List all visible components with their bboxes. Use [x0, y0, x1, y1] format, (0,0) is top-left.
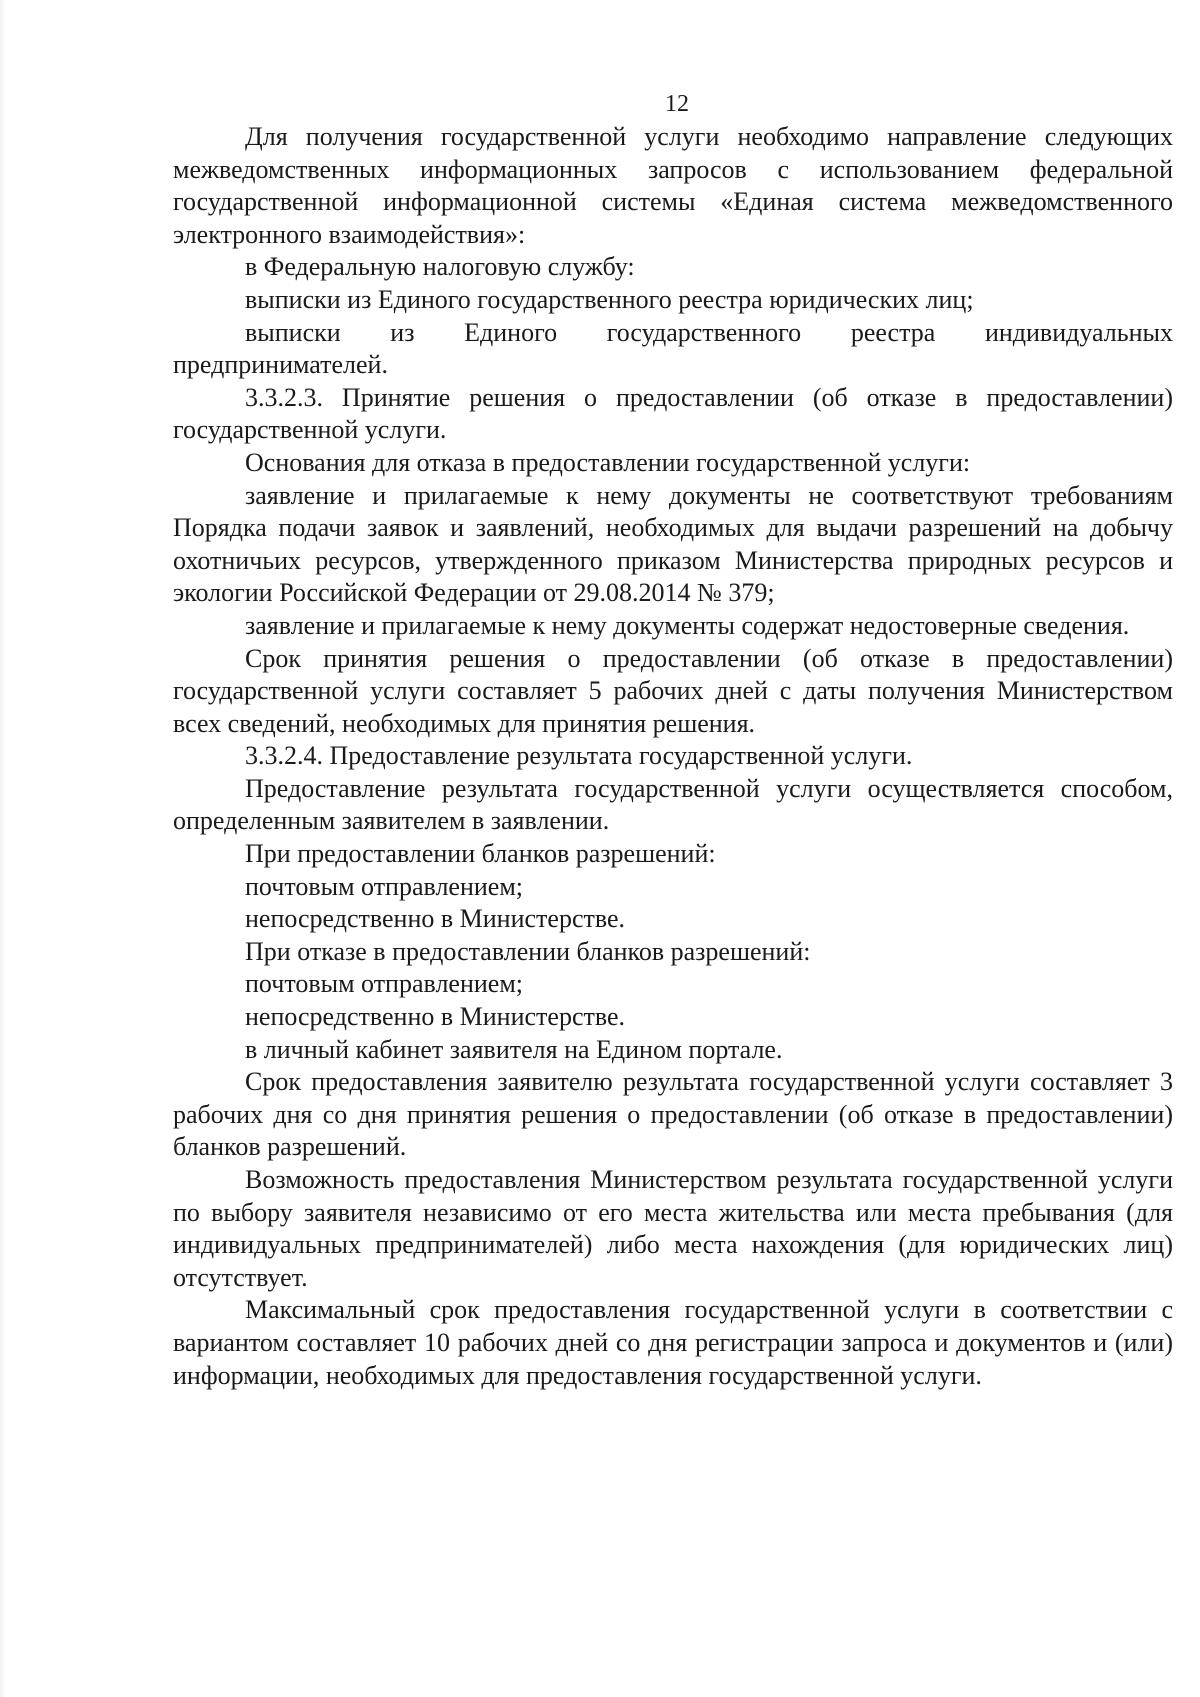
- paragraph-result-method: Предоставление результата государственной услуги осуществляется способом, определенным заявителем в заявлении.: [173, 773, 1173, 836]
- paragraph-tax-service: в Федеральную налоговую службу:: [245, 252, 635, 282]
- paragraph-interagency-requests: Для получения государственной услуги необходимо направление следующих межведомственных информационных запросов с использованием федеральной государственной информационной системы «Единая система межведомственного электронного взаимодействия»:: [173, 122, 1173, 249]
- paragraph-extraterritorial: Возможность предоставления Министерством результата государственной услуги по выбору заявителя независимо от его места жительства или места пребывания (для индивидуальных предпринимателей) либо места нахождения (для юридических лиц) отсутствует.: [173, 1165, 1173, 1292]
- paragraph-egrul-extract: выписки из Единого государственного реестра юридических лиц;: [245, 284, 974, 314]
- paragraph-in-ministry-1: непосредственно в Министерстве.: [245, 904, 626, 934]
- document-body: [173, 121, 1173, 1392]
- paragraph-by-mail-2: почтовым отправлением;: [245, 969, 524, 999]
- paragraph-section-3-3-2-4: 3.3.2.4. Предоставление результата государственной услуги.: [245, 741, 913, 771]
- paragraph-refusal-ground-2: заявление и прилагаемые к нему документы содержат недостоверные сведения.: [245, 610, 1130, 640]
- paragraph-refusal-ground-1: заявление и прилагаемые к нему документы не соответствуют требованиям Порядка подачи заявок и заявлений, необходимых для выдачи разрешений на добычу охотничьих ресурсов, утвержденного приказом Министерства природных ресурсов и экологии Российской Федерации от 29.08.2014 № 379;: [173, 480, 1173, 608]
- paragraph-personal-account: в личный кабинет заявителя на Едином портале.: [245, 1034, 783, 1064]
- paragraph-refusal-grounds: Основания для отказа в предоставлении государственной услуги:: [245, 447, 971, 477]
- paragraph-section-3-3-2-3: 3.3.2.3. Принятие решения о предоставлении (об отказе в предоставлении) государственной услуги.: [173, 382, 1173, 445]
- paragraph-decision-term: Срок принятия решения о предоставлении (об отказе в предоставлении) государственной услуги составляет 5 рабочих дней с даты получения Министерством всех сведений, необходимых для принятия решения.: [173, 643, 1173, 738]
- paragraph-forms-provision: При предоставлении бланков разрешений:: [245, 839, 716, 869]
- paragraph-egrip-extract: выписки из Единого государственного реестра индивидуальных предпринимателей.: [173, 317, 1173, 380]
- paragraph-max-term: Максимальный срок предоставления государственной услуги в соответствии с вариантом составляет 10 рабочих дней со дня регистрации запроса и документов и (или) информации, необходимых для предоставления государственной услуги.: [173, 1295, 1173, 1390]
- paragraph-by-mail-1: почтовым отправлением;: [245, 871, 524, 901]
- paragraph-in-ministry-2: непосредственно в Министерстве.: [245, 1002, 626, 1032]
- page-number: 12: [665, 91, 689, 117]
- paragraph-result-term: Срок предоставления заявителю результата государственной услуги составляет 3 рабочих дня со дня принятия решения о предоставлении (об отказе в предоставлении) бланков разрешений.: [173, 1067, 1173, 1162]
- paragraph-forms-refusal: При отказе в предоставлении бланков разрешений:: [245, 936, 811, 966]
- scan-edge: [0, 0, 6, 1697]
